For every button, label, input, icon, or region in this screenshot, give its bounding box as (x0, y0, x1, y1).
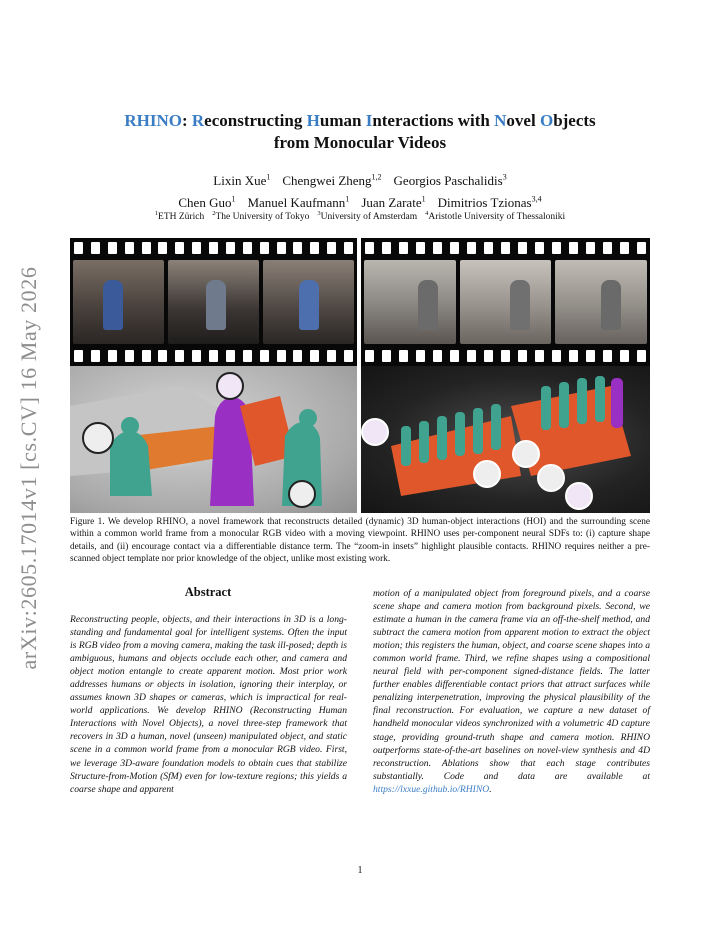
author-row-1 (70, 169, 650, 190)
title-highlight-letter: RHINO (124, 111, 182, 130)
paper-title (70, 110, 650, 154)
title-line-2: from Monocular Videos (273, 133, 447, 152)
arxiv-stamp: arXiv:2605.17014v1 [cs.CV] 16 May 2026 (16, 266, 41, 670)
film-strip-right (361, 238, 650, 366)
affiliation: $^4$Aristotle University of Thessaloniki (425, 210, 566, 223)
film-strip-left (70, 238, 357, 366)
title-highlight-letter: O (539, 111, 554, 130)
abstract-column-left: Reconstructing people, objects, and their interactions in 3D is a long-standing and fundamental goal for intelligent systems. Often the input is RGB video from a moving camera, making the task ill-posed; depth is ambiguous, humans and objects occlude each other, and camera and object motion entangle to create apparent motion. Most prior work addresses humans or objects in isolation, ignoring their interplay, or assumes known 3D shapes or cameras, which is impractical for real-world applications. We develop RHINO (Reconstructing Human Interactions with Novel Objects), a novel three-step framework that recovers in 3D a human, novel (unseen) manipulated object, and static scene in a common world frame from a monocular RGB video. First, we leverage 3D-aware foundation models to obtain cues that stabilize Structure-from-Motion (SfM) even for low-texture regions; this yields a coarse shape and apparent (70, 614, 347, 795)
title-text: : (181, 111, 192, 130)
author-name: Juan Zarate$^1$ (361, 194, 426, 210)
video-frame (555, 260, 647, 344)
abstract-column-right (373, 587, 650, 796)
title-highlight-letter: H (306, 111, 320, 130)
affiliation: $^2$The University of Tokyo (212, 210, 310, 223)
film-perforations (74, 350, 353, 362)
title-highlight-letter: I (365, 111, 373, 130)
affiliations (70, 210, 650, 222)
abstract-end: . (489, 783, 492, 795)
film-perforations (365, 350, 646, 362)
author-list (70, 169, 650, 212)
author-name: Chen Guo$^1$ (178, 194, 236, 210)
title-text: econstructing (204, 111, 307, 130)
affiliation: $^1$ETH Zürich (154, 210, 205, 223)
affiliation: $^3$University of Amsterdam (317, 210, 418, 223)
figure-caption: Figure 1. We develop RHINO, a novel framework that reconstructs detailed (dynamic) 3D human-object interactions (HOI) and the surrounding scene within a common world frame from a monocular RGB video with a moving viewpoint. RHINO uses per-component neural SDFs to: (i) capture shape details, and (ii) encourage contact via a differentiable distance term. The “zoom-in insets” highlight plausible contacts. RHINO requires neither a pre-scanned object template nor prior knowledge of the object, unlike most existing work. (70, 517, 650, 564)
title-text: uman (319, 111, 366, 130)
film-perforations (365, 242, 646, 254)
author-name: Dimitrios Tzionas$^{3,4}$ (437, 194, 542, 210)
title-highlight-letter: N (494, 111, 507, 130)
author-name: Lixin Xue$^1$ (213, 173, 271, 189)
video-frame (364, 260, 456, 344)
teaser-figure (70, 238, 650, 513)
title-highlight-letter: R (191, 111, 205, 130)
reconstruction-render-left (70, 366, 357, 513)
abstract-text: motion of a manipulated object from foreground pixels, and a coarse scene shape and camera motion from background pixels. Second, we estimate a human in the camera frame via an off-the-shelf method, and subtract the camera motion from apparent motion to extract the object motion; this registers the human, object, and coarse scene shapes into a common world frame. Third, we refine shapes using a compositional neural field with per-component signed-distance fields. The latter further enables differentiable contact priors that attract surfaces while penalizing interpenetration, improving the physical plausibility of the final reconstruction. For evaluation, we capture a new dataset of handheld monocular videos synchronized with a volumetric 4D capture stage, providing ground-truth shape and camera motion. RHINO outperforms state-of-the-art baselines on novel-view synthesis and 4D reconstruction. Ablations show that each stage contributes substantially. Code and data are available at (373, 588, 650, 782)
video-frame (168, 260, 259, 344)
author-name: Chengwei Zheng$^{1,2}$ (282, 173, 382, 189)
reconstruction-render-right (361, 366, 650, 513)
author-name: Manuel Kaufmann$^1$ (247, 194, 350, 210)
video-frame (460, 260, 552, 344)
page-number: 1 (357, 865, 363, 876)
project-link[interactable]: https://lxxue.github.io/RHINO (373, 783, 490, 795)
author-name: Georgios Paschalidis$^3$ (393, 173, 507, 189)
video-frame (263, 260, 354, 344)
author-row-2 (70, 190, 650, 211)
title-line-1 (70, 110, 650, 132)
title-text: nteractions with (372, 111, 495, 130)
video-frame (73, 260, 164, 344)
title-text: ovel (506, 111, 540, 130)
title-text: bjects (553, 111, 596, 130)
abstract-heading: Abstract (184, 585, 232, 599)
film-perforations (74, 242, 353, 254)
